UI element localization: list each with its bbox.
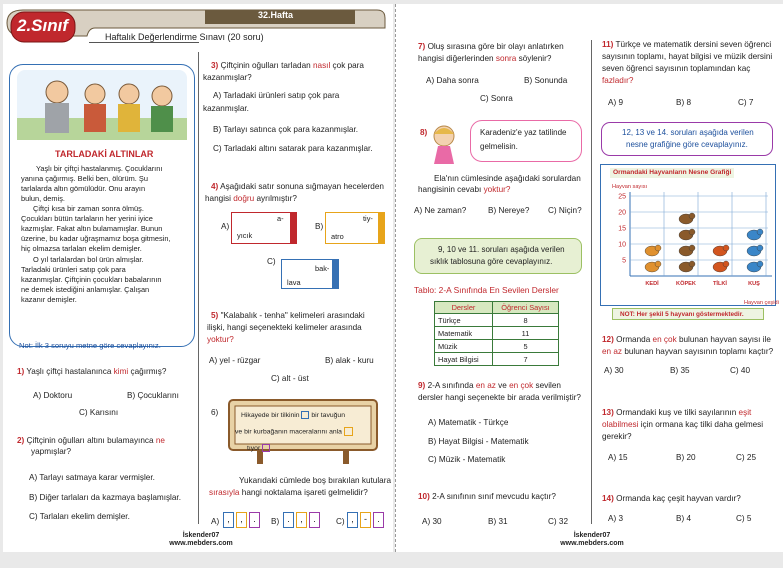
question-3-line2: kazanmışlar? <box>203 73 252 82</box>
q4-card-c-top: bak- <box>315 264 330 273</box>
q4-option-a[interactable]: A) <box>221 222 230 231</box>
q6-option-b[interactable]: B) <box>271 517 280 526</box>
q3-option-b[interactable]: B) Tarlayı satınca çok para kazanmışlar. <box>213 125 359 134</box>
q4-card-a-bottom: yıcık <box>237 231 253 240</box>
story-line: kazanır demişler. <box>21 295 77 304</box>
q6-sentence-line2: ve bir kurbağanın maceralarını anla <box>235 427 353 437</box>
table-cell: Türkçe <box>435 314 493 327</box>
footer-website[interactable]: www.mebders.com <box>169 540 233 547</box>
question-13-line2: olabilmesi için ormana kaç tilki daha gelmesi <box>602 420 764 429</box>
q6-marks-c <box>347 512 384 528</box>
q10-option-b[interactable]: B) 31 <box>488 517 508 526</box>
q6-sentence-line3: tıyor <box>247 444 270 454</box>
animal-symbol-head <box>723 245 729 251</box>
speech-bubble-line1: Karadeniz'e yaz tatilinde <box>480 128 567 137</box>
question-12: 12) Ormanda en çok bulunan hayvan sayısı ile <box>602 335 771 344</box>
q12-option-a[interactable]: A) 30 <box>604 366 624 375</box>
q6-marks-b <box>283 512 320 528</box>
question-4: 4) Aşağıdaki satır sonuna sığmayan hecelerden <box>211 182 384 191</box>
table-header: Öğrenci Sayısı <box>493 302 559 314</box>
question-2: 2) Çiftçinin oğulları altını bulamayınca ne <box>17 436 165 445</box>
q8-option-a[interactable]: A) Ne zaman? <box>414 206 467 215</box>
mark-box: , <box>347 512 358 528</box>
mark-box: , <box>236 512 247 528</box>
table-cell: Hayat Bilgisi <box>435 353 493 366</box>
q2-option-c[interactable]: C) Tarlaları ekelim demişler. <box>29 512 130 521</box>
q13-option-a[interactable]: A) 15 <box>608 453 628 462</box>
table-row <box>435 353 559 366</box>
footer-author: İskender07 <box>182 532 220 539</box>
footer-website[interactable]: www.mebders.com <box>560 540 624 547</box>
q8-option-c[interactable]: C) Niçin? <box>548 206 582 215</box>
story-line: O yıl tarlalardan bol ürün almışlar. <box>33 255 144 264</box>
chart-x-label: Hayvan çeşidi <box>744 300 779 306</box>
table-row <box>435 327 559 340</box>
q9-option-b[interactable]: B) Hayat Bilgisi - Matematik <box>428 437 529 446</box>
q3-option-c[interactable]: C) Tarladaki altını satarak para kazanmışlar. <box>213 144 373 153</box>
q11-option-a[interactable]: A) 9 <box>608 98 624 107</box>
question-1: 1) Yaşlı çiftçi hastalanınca kimi çağırmış? <box>17 367 167 376</box>
week-label: 32.Hafta <box>258 10 294 20</box>
x-tick-label: KÖPEK <box>676 281 696 287</box>
mark-box: , <box>223 512 234 528</box>
q10-option-a[interactable]: A) 30 <box>422 517 442 526</box>
table-note-line2: sıklık tablosuna göre cevaplayınız. <box>430 257 553 266</box>
mark-box: - <box>360 512 371 528</box>
q7-option-c[interactable]: C) Sonra <box>480 94 513 103</box>
mark-box: . <box>249 512 260 528</box>
q11-option-b[interactable]: B) 8 <box>676 98 692 107</box>
q5-option-a[interactable]: A) yel - rüzgar <box>209 356 261 365</box>
subjects-table <box>434 301 559 366</box>
question-7-line2: hangisi diğerlerinden sonra söylenir? <box>418 54 552 63</box>
story-line: tarlalarda altın gömülüdür. Onu arayın <box>21 184 146 193</box>
question-6-number: 6) <box>211 408 219 417</box>
exam-subtitle: Haftalık Değerlendirme Sınavı (20 soru) <box>105 32 264 42</box>
animal-symbol-head <box>757 229 763 235</box>
animal-symbol-head <box>723 261 729 267</box>
q1-option-c[interactable]: C) Karısını <box>79 408 119 417</box>
question-7: 7) Oluş sırasına göre bir olayı anlatırken <box>418 42 564 51</box>
question-5-line2: ilişki, hangi seçenekteki kelimeler arasında <box>207 323 362 332</box>
animal-symbol-head <box>689 261 695 267</box>
q7-option-b[interactable]: B) Sonunda <box>524 76 568 85</box>
q4-card-b-top: tiy- <box>363 214 373 223</box>
subtitle-underline <box>89 42 199 43</box>
q8-option-b[interactable]: B) Nereye? <box>488 206 530 215</box>
story-line: kazmışlar. Fakat altın bulamamışlar. Bunun <box>21 224 163 233</box>
animal-symbol-head <box>655 245 661 251</box>
table-row <box>435 314 559 327</box>
q1-option-b[interactable]: B) Çocuklarını <box>127 391 179 400</box>
column-divider <box>591 40 592 524</box>
animal-symbol-head <box>689 245 695 251</box>
y-tick-label: 5 <box>622 257 626 265</box>
q2-option-a[interactable]: A) Tarlayı satmaya karar vermişler. <box>29 473 155 482</box>
story-line: kazanmışlar. Çiftçinin çocukları babalarının <box>21 275 162 284</box>
q14-option-b[interactable]: B) 4 <box>676 514 692 523</box>
story-line: bulun, demiş. <box>21 194 65 203</box>
story-line: hiç olmazsa tarlaları ekelim demişler. <box>21 244 142 253</box>
column-divider <box>198 52 199 524</box>
q5-option-b[interactable]: B) alak - kuru <box>325 356 374 365</box>
q5-option-c[interactable]: C) alt - üst <box>271 374 309 383</box>
footer-right <box>552 532 632 548</box>
story-title: TARLADAKİ ALTINLAR <box>55 149 154 159</box>
question-5-highlight: yoktur? <box>207 335 234 344</box>
animal-symbol-head <box>689 229 695 235</box>
question-11-highlight: fazladır? <box>602 76 634 85</box>
question-4-line2: hangisi doğru ayrılmıştır? <box>205 194 297 203</box>
question-13-line3: gerekir? <box>602 432 632 441</box>
q4-card-c-bottom: lava <box>287 278 301 287</box>
x-tick-label: KUŞ <box>748 281 760 287</box>
grade-label: 2.Sınıf <box>17 16 69 35</box>
table-cell: Müzik <box>435 340 493 353</box>
q11-option-c[interactable]: C) 7 <box>738 98 754 107</box>
mark-box: , <box>296 512 307 528</box>
question-5: 5) "Kalabalık - tenha" kelimeleri arasındaki <box>211 311 365 320</box>
x-tick-label: KEDİ <box>645 281 659 287</box>
question-6-line2: sırasıyla hangi noktalama işareti gelmelidir? <box>209 488 368 497</box>
question-6-line1: Yukarıdaki cümlede boş bırakılan kutulara <box>239 476 392 485</box>
graph-note-line2: nesne grafiğine göre cevaplayınız. <box>626 140 748 149</box>
table-cell: 5 <box>493 340 559 353</box>
x-tick-label: TİLKİ <box>713 281 727 287</box>
animal-symbol-head <box>757 261 763 267</box>
question-11: 11) Türkçe ve matematik dersini seven öğrenci <box>602 40 772 49</box>
q3-option-a-cont: kazanmışlar. <box>203 104 249 113</box>
question-2-line2: yapmışlar? <box>31 447 72 456</box>
table-cell: 8 <box>493 314 559 327</box>
mark-box: . <box>373 512 384 528</box>
question-13: 13) Ormandaki kuş ve tilki sayılarının eşit <box>602 408 752 417</box>
table-header-row <box>435 302 559 314</box>
table-cell: Matematik <box>435 327 493 340</box>
question-9-line2: dersler hangi seçenekte bir arada verilmiştir? <box>418 393 581 402</box>
mark-box: . <box>283 512 294 528</box>
y-tick-label: 10 <box>618 241 626 249</box>
q14-option-c[interactable]: C) 5 <box>736 514 752 523</box>
question-8-number: 8) <box>420 128 428 137</box>
q4-option-c[interactable]: C) <box>267 257 276 266</box>
table-cell: 7 <box>493 353 559 366</box>
table-note-box <box>414 238 582 274</box>
question-14: 14) Ormanda kaç çeşit hayvan vardır? <box>602 494 741 503</box>
table-row <box>435 340 559 353</box>
q3-option-a[interactable]: A) Tarladaki ürünleri satıp çok para <box>213 91 340 100</box>
mark-box: . <box>309 512 320 528</box>
q4-card-b-bottom: atro <box>331 232 344 241</box>
animal-symbol-head <box>757 245 763 251</box>
story-line: Çocukları bütün tarlaların her yerini iyice <box>21 214 153 223</box>
question-3: 3) Çiftçinin oğulları tarladan nasıl çok para <box>211 61 364 70</box>
table-cell: 11 <box>493 327 559 340</box>
y-tick-label: 25 <box>618 193 626 201</box>
speech-bubble <box>470 120 582 162</box>
question-10: 10) 2-A sınıfının sınıf mevcudu kaçtır? <box>418 492 556 501</box>
q4-card-a-top: a- <box>277 214 284 223</box>
q6-marks-a <box>223 512 260 528</box>
q13-option-b[interactable]: B) 20 <box>676 453 696 462</box>
question-9: 9) 2-A sınıfında en az ve en çok sevilen <box>418 381 561 390</box>
speech-bubble-line2: gelmelisin. <box>480 142 518 151</box>
table-title: Tablo: 2-A Sınıfında En Sevilen Dersler <box>414 285 559 295</box>
chart-note: NOT: Her şekil 5 hayvanı göstermektedir. <box>620 311 744 318</box>
q9-option-a[interactable]: A) Matematik - Türkçe <box>428 418 509 427</box>
chart-y-label: Hayvan sayısı <box>612 184 648 190</box>
story-line: üzerine, bu kadar uğraşmamız boşa gitmesin, <box>21 234 171 243</box>
q6-sentence-line1: Hikayede bir tilkinin bir tavuğun <box>241 412 345 419</box>
q1-option-a[interactable]: A) Doktoru <box>33 391 73 400</box>
q7-option-a[interactable]: A) Daha sonra <box>426 76 479 85</box>
worksheet-page-left <box>3 4 393 552</box>
q14-option-a[interactable]: A) 3 <box>608 514 624 523</box>
table-note-line1: 9, 10 ve 11. soruları aşağıda verilen <box>438 245 565 254</box>
animal-symbol-head <box>689 213 695 219</box>
story-line: Çiftçi kısa bir zaman sonra ölmüş. <box>33 204 144 213</box>
story-line: Yaşlı bir çiftçi hastalanmış. Çocuklarını <box>36 164 163 173</box>
question-11-line3: seven öğrenci sayısının toplamından kaç <box>602 64 751 73</box>
story-note: Not: İlk 3 soruyu metne göre cevaplayınız. <box>19 341 161 350</box>
story-line: Tarladaki ürünleri satıp çok para <box>21 265 126 274</box>
q6-option-c[interactable]: C) <box>336 517 345 526</box>
worksheet-page-right <box>395 4 783 552</box>
q10-option-c[interactable]: C) 32 <box>548 517 569 526</box>
footer-author: İskender07 <box>573 532 611 539</box>
q2-option-b[interactable]: B) Diğer tarlaları da kazmaya başlamışlar. <box>29 493 181 502</box>
story-illustration <box>17 70 187 140</box>
question-12-line2: en az bulunan hayvan sayısının toplamı kaçtır? <box>602 347 774 356</box>
q13-option-c[interactable]: C) 25 <box>736 453 757 462</box>
q9-option-c[interactable]: C) Müzik - Matematik <box>428 455 506 464</box>
pictograph-chart <box>600 184 776 300</box>
footer-left <box>161 532 241 548</box>
girl-illustration <box>428 122 460 168</box>
q4-option-b[interactable]: B) <box>315 222 324 231</box>
question-8-line2: hangisinin cevabı yoktur? <box>418 185 511 194</box>
chart-title: Ormandaki Hayvanların Nesne Grafiği <box>610 168 734 178</box>
story-line: ne demek istediğini anlamışlar. Çalışan <box>21 285 150 294</box>
q6-option-a[interactable]: A) <box>211 517 220 526</box>
table-header: Dersler <box>435 302 493 314</box>
y-tick-label: 15 <box>618 225 626 233</box>
graph-note-line1: 12, 13 ve 14. soruları aşağıda verilen <box>622 128 754 137</box>
question-11-line2: sayısının toplamı, hayat bilgisi ve müzik dersini <box>602 52 773 61</box>
q12-option-b[interactable]: B) 35 <box>670 366 690 375</box>
question-8-line1: Ela'nın cümlesinde aşağıdaki sorulardan <box>434 174 581 183</box>
story-line: yanına çağırmış. Belki ben, ölürüm. Şu <box>21 174 148 183</box>
q12-option-c[interactable]: C) 40 <box>730 366 751 375</box>
animal-symbol-head <box>655 261 661 267</box>
y-tick-label: 20 <box>618 209 626 217</box>
